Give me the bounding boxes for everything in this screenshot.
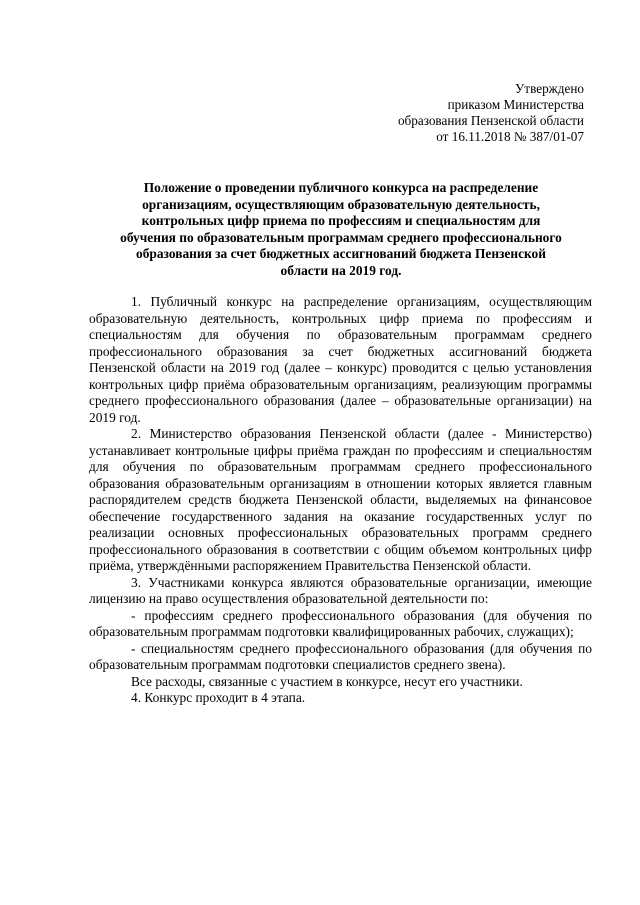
approval-stamp: [398, 81, 584, 145]
paragraph-2: 2. Министерство образования Пензенской области (далее - Министерство) устанавливает контрольные цифры приёма граждан по профессиям и специальностям для обучения по образовательным программам среднего профессионального образования образовательным организациям в отношении которых является главным распорядителем средств бюджета Пензенской области, выделяемых на финансовое обеспечение государственного задания на оказание государственных услуг по реализации основных профессиональных образовательных программ среднего профессионального образования в соответствии с общим объемом контрольных цифр приёма, утверждёнными распоряжением Правительства Пензенской области.: [89, 426, 592, 573]
paragraph-3: 3. Участниками конкурса являются образовательные организации, имеющие лицензию на право осуществления образовательной деятельности по:: [89, 574, 592, 606]
paragraph-1: 1. Публичный конкурс на распределение организациям, осуществляющим образовательную деятельность, контрольных цифр приема по профессиям и специальностям для обучения по образовательным программам среднего профессионального образования за счет бюджетных ассигнований бюджета Пензенской области на 2019 год (далее – конкурс) проводится с целью установления контрольных цифр приёма образовательным организациям, реализующим программы среднего профессионального образования (далее – образовательные организации) на 2019 год.: [89, 294, 592, 425]
title-line: области на 2019 год.: [280, 262, 402, 278]
title-line: Положение о проведении публичного конкурса на распределение: [143, 180, 539, 195]
document-title: [90, 180, 592, 279]
title-line: организациям, осуществляющим образовательную деятельность,: [142, 196, 540, 212]
paragraph-4: 4. Конкурс проходит в 4 этапа.: [131, 690, 306, 705]
paragraph-3-expenses: Все расходы, связанные с участием в конкурсе, несут его участники.: [131, 673, 523, 689]
title-line: контрольных цифр приема по профессиям и специальностям для: [141, 213, 541, 228]
document-body: [89, 294, 592, 707]
approval-line: образования Пензенской области: [397, 113, 584, 128]
approval-line: приказом Министерства: [447, 97, 584, 112]
title-line: обучения по образовательным программам среднего профессионального: [120, 229, 562, 245]
paragraph-3-item-professions: - профессиям среднего профессионального образования (для обучения по образовательным программам подготовки квалифицированных рабочих, служащих);: [89, 607, 592, 639]
title-line: образования за счет бюджетных ассигнований бюджета Пензенской: [136, 246, 546, 261]
paragraph-3-item-specialties: - специальностям среднего профессионального образования (для обучения по образовательным программам подготовки специалистов среднего звена).: [89, 640, 592, 672]
approval-line: Утверждено: [514, 81, 584, 96]
approval-line: от 16.11.2018 № 387/01-07: [436, 129, 584, 144]
